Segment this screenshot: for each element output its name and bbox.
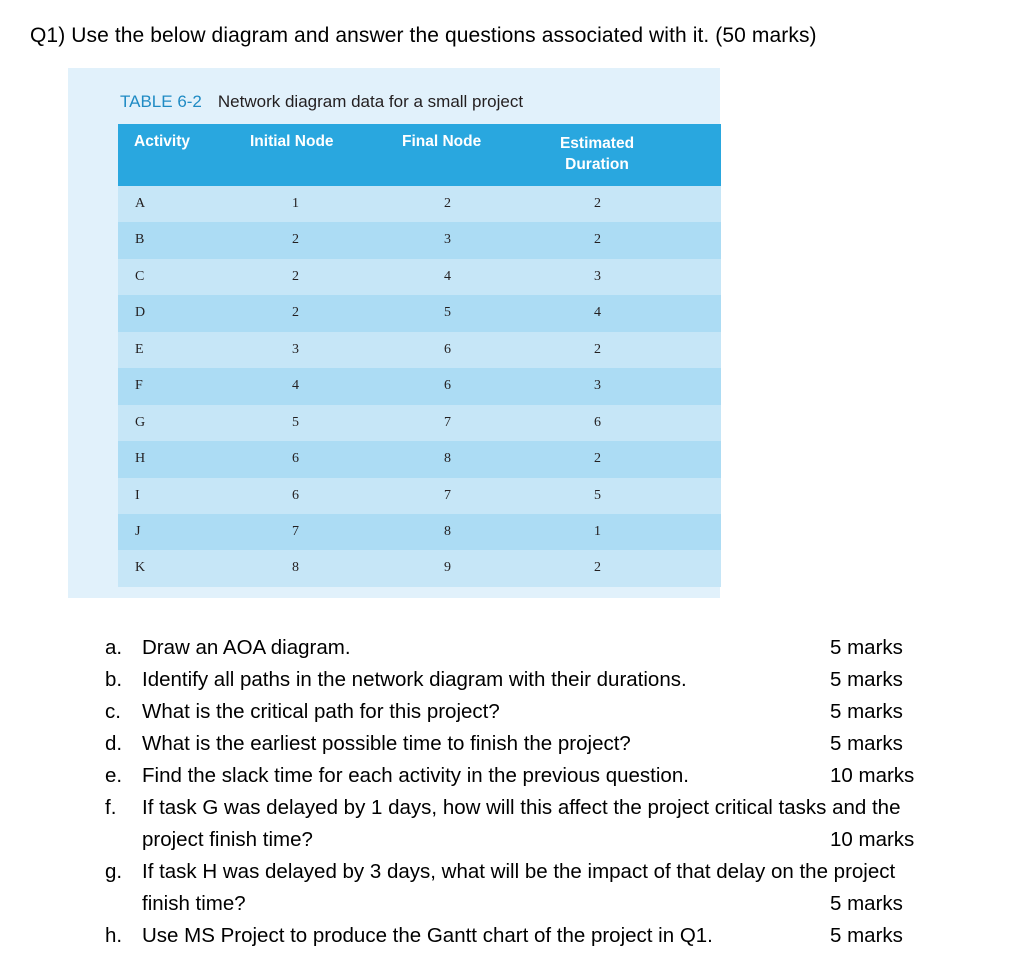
cell-duration: 2 — [594, 560, 601, 576]
question-text-continued: finish time? — [142, 892, 246, 915]
cell-initial-node: 6 — [292, 487, 299, 503]
cell-final-node: 3 — [444, 232, 451, 248]
cell-duration: 2 — [594, 232, 601, 248]
table-row — [118, 222, 721, 258]
cell-duration: 2 — [594, 451, 601, 467]
cell-final-node: 7 — [444, 414, 451, 430]
question-list — [105, 632, 975, 952]
cell-initial-node: 2 — [292, 305, 299, 321]
cell-activity: I — [135, 487, 140, 503]
table-header — [118, 124, 721, 186]
question-text: If task H was delayed by 3 days, what will be the impact of that delay on the project — [142, 860, 896, 883]
header-estimated-duration — [542, 133, 652, 175]
table-number: TABLE 6-2 — [120, 92, 202, 111]
question-letter: b. — [105, 668, 123, 691]
cell-final-node: 2 — [444, 196, 451, 211]
question-letter: d. — [105, 732, 123, 755]
cell-final-node: 8 — [444, 451, 451, 467]
question-marks: 5 marks — [830, 924, 903, 947]
cell-initial-node: 2 — [292, 268, 299, 284]
cell-initial-node: 6 — [292, 451, 299, 467]
cell-final-node: 5 — [444, 305, 451, 321]
question-item-f — [105, 792, 975, 856]
cell-activity: A — [135, 196, 146, 211]
cell-activity: F — [135, 378, 143, 394]
cell-duration: 2 — [594, 341, 601, 357]
cell-duration: 2 — [594, 196, 601, 211]
cell-initial-node: 3 — [292, 341, 299, 357]
question-text: If task G was delayed by 1 days, how will this affect the project critical tasks and the — [142, 796, 901, 819]
cell-duration: 3 — [594, 268, 601, 284]
question-item-h — [105, 920, 975, 952]
cell-initial-node: 5 — [292, 414, 299, 430]
question-item-d — [105, 728, 975, 760]
cell-activity: K — [135, 560, 146, 576]
cell-activity: H — [135, 451, 146, 467]
cell-activity: C — [135, 268, 145, 284]
cell-final-node: 4 — [444, 268, 451, 284]
question-text: Find the slack time for each activity in the previous question. — [142, 764, 689, 787]
question-item-e — [105, 760, 975, 792]
question-letter: f. — [105, 796, 117, 819]
table-row — [118, 259, 721, 295]
table-title: Network diagram data for a small project — [217, 92, 524, 111]
cell-initial-node: 7 — [292, 523, 299, 539]
table-row — [118, 550, 721, 586]
question-marks: 5 marks — [830, 700, 903, 723]
cell-duration: 3 — [594, 378, 601, 394]
question-text: What is the earliest possible time to finish the project? — [142, 732, 631, 755]
cell-duration: 5 — [594, 487, 601, 503]
question-text: Use MS Project to produce the Gantt chart of the project in Q1. — [142, 924, 713, 947]
table-row — [118, 295, 721, 331]
question-text: What is the critical path for this project? — [142, 700, 500, 723]
cell-activity: G — [135, 414, 146, 430]
question-text-continued: project finish time? — [142, 828, 313, 851]
header-duration-line2: Duration — [565, 156, 629, 173]
question-marks: 5 marks — [830, 636, 903, 659]
cell-activity: B — [135, 232, 145, 248]
question-marks: 10 marks — [830, 828, 915, 851]
cell-activity: J — [135, 523, 141, 539]
cell-final-node: 6 — [444, 341, 451, 357]
question-letter: e. — [105, 764, 123, 787]
cell-final-node: 6 — [444, 378, 451, 394]
cell-initial-node: 8 — [292, 560, 299, 576]
table-body — [118, 186, 721, 587]
question-item-c — [105, 696, 975, 728]
cell-initial-node: 2 — [292, 232, 299, 248]
cell-duration: 1 — [594, 523, 601, 539]
question-letter: h. — [105, 924, 123, 947]
table-row — [118, 332, 721, 368]
cell-duration: 4 — [594, 305, 601, 321]
cell-activity: E — [135, 341, 144, 357]
question-marks: 10 marks — [830, 764, 915, 787]
question-letter: g. — [105, 860, 123, 883]
table-figure — [68, 68, 720, 598]
cell-duration: 6 — [594, 414, 601, 430]
question-marks: 5 marks — [830, 732, 903, 755]
question-heading: Q1) Use the below diagram and answer the questions associated with it. (50 marks) — [30, 24, 817, 47]
header-final-node: Final Node — [402, 133, 482, 150]
table-caption — [120, 92, 523, 112]
table-row — [118, 441, 721, 477]
question-text: Identify all paths in the network diagram with their durations. — [142, 668, 687, 691]
header-initial-node: Initial Node — [250, 133, 334, 150]
question-letter: a. — [105, 636, 123, 659]
header-activity: Activity — [134, 133, 190, 150]
cell-final-node: 7 — [444, 487, 451, 503]
cell-initial-node: 4 — [292, 378, 299, 394]
table-row — [118, 368, 721, 404]
header-duration-line1: Estimated — [559, 135, 635, 152]
cell-initial-node: 1 — [292, 196, 299, 211]
question-item-a — [105, 632, 975, 664]
table-row — [118, 514, 721, 550]
question-marks: 5 marks — [830, 668, 903, 691]
question-letter: c. — [105, 700, 121, 723]
table-row — [118, 478, 721, 514]
cell-activity: D — [135, 305, 146, 321]
question-item-b — [105, 664, 975, 696]
table-row — [118, 405, 721, 441]
cell-final-node: 9 — [444, 560, 451, 576]
question-text: Draw an AOA diagram. — [142, 636, 351, 659]
cell-final-node: 8 — [444, 523, 451, 539]
question-item-g — [105, 856, 975, 920]
table-row — [118, 186, 721, 222]
question-marks: 5 marks — [830, 892, 903, 915]
